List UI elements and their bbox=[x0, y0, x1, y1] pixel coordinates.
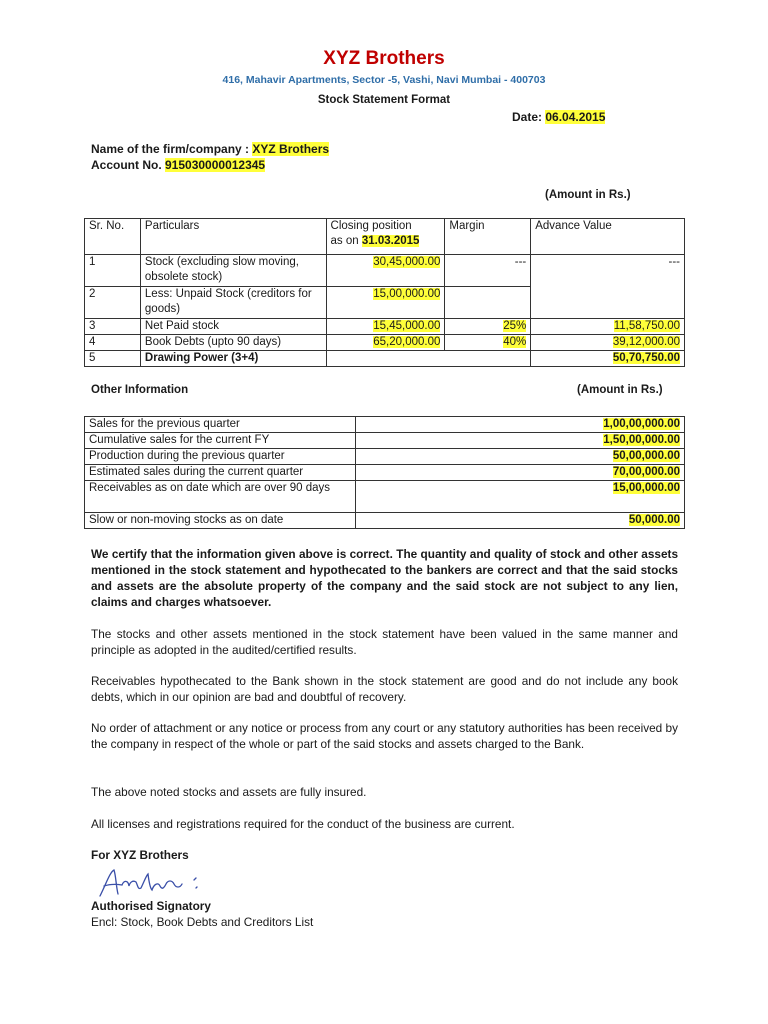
other-value bbox=[355, 481, 684, 513]
other-info-table bbox=[84, 416, 685, 529]
table-row bbox=[85, 351, 685, 367]
licenses-paragraph: All licenses and registrations required for the conduct of the business are current. bbox=[91, 817, 515, 831]
row-margin bbox=[445, 335, 531, 351]
certification-paragraph: We certify that the information given above is correct. The quantity and quality of stock and other assets mentioned in the stock statement and hypothecated to the bankers are correct and that the said stocks and assets are the absolute property of the company and the said stock are not subject to any lien, claims and charges whatsoever. bbox=[91, 547, 678, 609]
firm-name-value: XYZ Brothers bbox=[252, 142, 330, 156]
closing-value: 15,00,000.00 bbox=[373, 288, 441, 300]
attachment-paragraph: No order of attachment or any notice or process from any court or any statutory authorities has been received by the company in respect of the whole or part of the said stocks and assets charged to the Bank. bbox=[91, 721, 678, 751]
advance-value: 39,12,000.00 bbox=[612, 336, 680, 348]
signature-image bbox=[96, 866, 216, 900]
row-margin bbox=[445, 319, 531, 335]
other-value-text: 15,00,000.00 bbox=[612, 482, 680, 494]
authorised-signatory: Authorised Signatory bbox=[91, 899, 211, 913]
header-advance: Advance Value bbox=[531, 219, 685, 255]
account-label: Account No. bbox=[91, 158, 165, 172]
row-advance: --- bbox=[531, 255, 685, 319]
table-row bbox=[85, 335, 685, 351]
row-closing bbox=[326, 351, 531, 367]
other-label: Cumulative sales for the current FY bbox=[85, 433, 356, 449]
firm-details bbox=[91, 141, 329, 173]
amount-note: (Amount in Rs.) bbox=[545, 189, 631, 201]
other-value-text: 50,000.00 bbox=[628, 514, 680, 526]
date-value: 06.04.2015 bbox=[545, 110, 606, 124]
other-value-text: 1,50,00,000.00 bbox=[603, 434, 680, 446]
signature-stroke bbox=[100, 870, 197, 896]
company-name: XYZ Brothers bbox=[323, 48, 445, 69]
stock-table-header bbox=[85, 219, 685, 255]
table-row bbox=[85, 481, 685, 513]
other-value-text: 50,00,000.00 bbox=[612, 450, 680, 462]
table-row bbox=[85, 449, 685, 465]
header-closing-line2: as on bbox=[330, 235, 362, 247]
row-sr: 1 bbox=[85, 255, 141, 287]
other-label: Sales for the previous quarter bbox=[85, 417, 356, 433]
row-sr: 5 bbox=[85, 351, 141, 367]
advance-value: 11,58,750.00 bbox=[613, 320, 680, 332]
row-closing bbox=[326, 335, 445, 351]
other-value-text: 70,00,000.00 bbox=[612, 466, 680, 478]
header-closing-date: 31.03.2015 bbox=[361, 235, 420, 247]
other-value bbox=[355, 465, 684, 481]
date-label: Date: bbox=[512, 110, 546, 124]
header-margin: Margin bbox=[445, 219, 531, 255]
closing-value: 30,45,000.00 bbox=[373, 256, 441, 268]
table-row bbox=[85, 417, 685, 433]
row-margin: --- bbox=[445, 255, 531, 287]
company-address: 416, Mahavir Apartments, Sector -5, Vashi, Navi Mumbai - 400703 bbox=[222, 74, 546, 86]
firm-name-line bbox=[91, 141, 329, 157]
for-company: For XYZ Brothers bbox=[91, 848, 189, 862]
account-value: 915030000012345 bbox=[165, 158, 266, 172]
drawing-power-value: 50,70,750.00 bbox=[612, 352, 680, 364]
margin-value: 40% bbox=[503, 336, 527, 348]
row-advance bbox=[531, 335, 685, 351]
insurance-paragraph: The above noted stocks and assets are fully insured. bbox=[91, 785, 367, 799]
statement-date bbox=[512, 110, 605, 124]
other-value bbox=[355, 417, 684, 433]
other-value bbox=[355, 433, 684, 449]
other-label: Receivables as on date which are over 90 days bbox=[85, 481, 356, 513]
row-sr: 2 bbox=[85, 287, 141, 319]
table-row bbox=[85, 255, 685, 287]
table-row bbox=[85, 513, 685, 529]
row-particulars: Drawing Power (3+4) bbox=[140, 351, 326, 367]
table-row bbox=[85, 433, 685, 449]
row-closing bbox=[326, 287, 445, 319]
other-value-text: 1,00,00,000.00 bbox=[603, 418, 680, 430]
other-value bbox=[355, 513, 684, 529]
margin-value: 25% bbox=[503, 320, 527, 332]
row-particulars: Stock (excluding slow moving, obsolete stock) bbox=[140, 255, 326, 287]
row-particulars: Book Debts (upto 90 days) bbox=[140, 335, 326, 351]
row-particulars: Less: Unpaid Stock (creditors for goods) bbox=[140, 287, 326, 319]
valuation-paragraph: The stocks and other assets mentioned in the stock statement have been valued in the same manner and principle as adopted in the audited/certified results. bbox=[91, 627, 678, 657]
header-sr: Sr. No. bbox=[85, 219, 141, 255]
row-advance bbox=[531, 351, 685, 367]
header-closing bbox=[326, 219, 445, 255]
other-value bbox=[355, 449, 684, 465]
other-label: Slow or non-moving stocks as on date bbox=[85, 513, 356, 529]
row-sr: 4 bbox=[85, 335, 141, 351]
row-particulars: Net Paid stock bbox=[140, 319, 326, 335]
header-particulars: Particulars bbox=[140, 219, 326, 255]
row-sr: 3 bbox=[85, 319, 141, 335]
table-row bbox=[85, 319, 685, 335]
row-closing bbox=[326, 255, 445, 287]
header-closing-line1: Closing position bbox=[330, 220, 412, 232]
document-title: Stock Statement Format bbox=[317, 94, 451, 106]
account-line bbox=[91, 157, 329, 173]
row-margin bbox=[445, 287, 531, 319]
other-info-amount-note: (Amount in Rs.) bbox=[577, 384, 663, 396]
other-label: Estimated sales during the current quarter bbox=[85, 465, 356, 481]
row-closing bbox=[326, 319, 445, 335]
receivables-paragraph: Receivables hypothecated to the Bank shown in the stock statement are good and do not include any book debts, which in our opinion are bad and doubtful of recovery. bbox=[91, 674, 678, 704]
other-label: Production during the previous quarter bbox=[85, 449, 356, 465]
table-row bbox=[85, 465, 685, 481]
other-info-title: Other Information bbox=[91, 384, 189, 396]
stock-table bbox=[84, 218, 685, 367]
enclosure-note: Encl: Stock, Book Debts and Creditors List bbox=[91, 915, 314, 929]
firm-name-label: Name of the firm/company : bbox=[91, 142, 253, 156]
row-advance bbox=[531, 319, 685, 335]
closing-value: 15,45,000.00 bbox=[373, 320, 441, 332]
closing-value: 65,20,000.00 bbox=[373, 336, 441, 348]
